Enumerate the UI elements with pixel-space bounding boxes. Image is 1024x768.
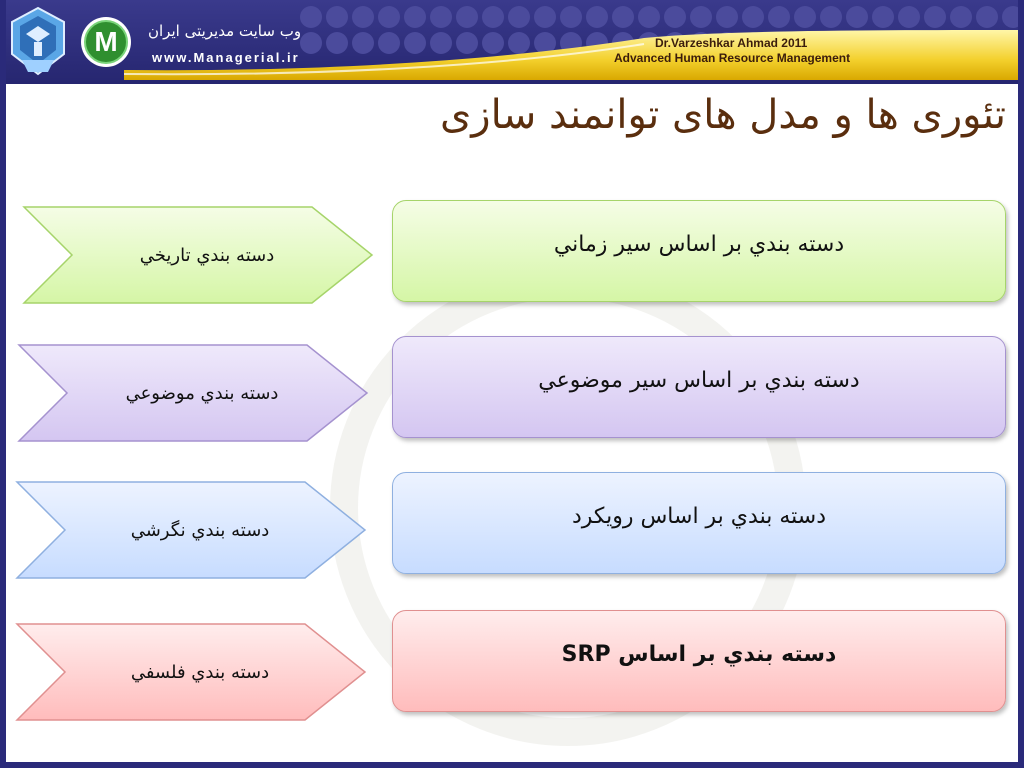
university-emblem-icon — [8, 4, 68, 78]
box-thematic — [392, 336, 1006, 438]
pattern-tile — [560, 6, 582, 28]
pattern-tile — [742, 6, 764, 28]
pattern-tile — [378, 6, 400, 28]
slide-title: تئوری ها و مدل های توانمند سازی — [439, 92, 1006, 138]
pattern-tile — [872, 6, 894, 28]
pattern-tile — [794, 6, 816, 28]
pattern-tile — [716, 6, 738, 28]
pattern-tile — [638, 6, 660, 28]
chevron-attitudinal — [15, 480, 370, 580]
author-name: Dr.Varzeshkar Ahmad 2011 — [655, 36, 808, 50]
pattern-tile — [976, 6, 998, 28]
pattern-tile — [534, 6, 556, 28]
pattern-tile — [404, 6, 426, 28]
box-srp — [392, 610, 1006, 712]
pattern-tile — [326, 6, 348, 28]
pattern-tile — [456, 6, 478, 28]
chevron-label: دسته بندي تاريخي — [139, 244, 275, 266]
chevron-label: دسته بندي موضوعي — [125, 382, 279, 404]
box-chronological — [392, 200, 1006, 302]
chevron-label: دسته بندي فلسفي — [130, 661, 270, 683]
chevron-thematic — [17, 343, 372, 443]
pattern-tile — [430, 6, 452, 28]
pattern-tile — [508, 6, 530, 28]
box-label: دسته بندي بر اساس رويكرد — [572, 503, 826, 529]
pattern-tile — [820, 6, 842, 28]
pattern-tile — [924, 6, 946, 28]
box-approach — [392, 472, 1006, 574]
chevron-philosophical — [15, 622, 370, 722]
box-label: دسته بندي بر اساس سير زماني — [553, 231, 845, 257]
pattern-tile — [586, 6, 608, 28]
chevron-historical — [22, 205, 377, 305]
m-logo-letter: M — [94, 26, 118, 57]
box-label: دسته بندي بر اساس سير موضوعي — [538, 367, 860, 393]
pattern-tile — [950, 6, 972, 28]
pattern-tile — [690, 6, 712, 28]
pattern-tile — [612, 6, 634, 28]
pattern-tile — [1002, 6, 1024, 28]
pattern-tile — [482, 6, 504, 28]
pattern-tile — [664, 6, 686, 28]
pattern-tile — [898, 6, 920, 28]
pattern-tile — [300, 6, 322, 28]
pattern-tile — [352, 6, 374, 28]
box-label: دسته بندي بر اساس SRP — [561, 641, 837, 667]
chevron-label: دسته بندي نگرشي — [130, 519, 270, 541]
pattern-tile — [768, 6, 790, 28]
header-banner — [0, 0, 1024, 84]
pattern-tile — [846, 6, 868, 28]
site-title: وب سایت مدیریتی ایران — [148, 22, 302, 40]
site-url: www.Managerial.ir — [152, 50, 300, 65]
managerial-logo — [80, 16, 132, 68]
course-title: Advanced Human Resource Management — [614, 51, 851, 65]
